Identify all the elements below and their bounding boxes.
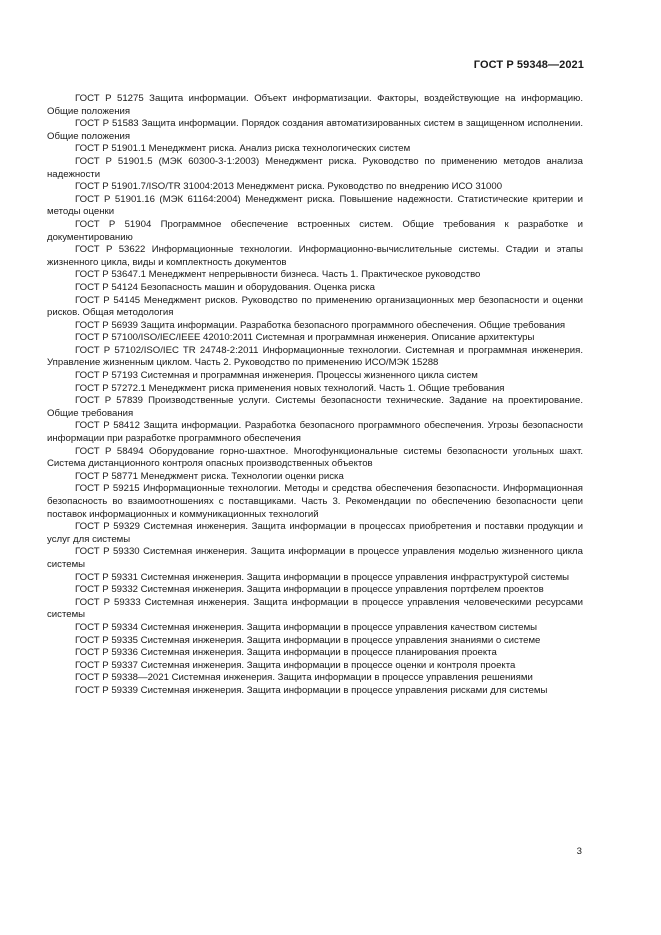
reference-entry: ГОСТ Р 59334 Системная инженерия. Защита информации в процессе управления качеством системы <box>75 621 538 633</box>
reference-entry: ГОСТ Р 59332 Системная инженерия. Защита информации в процессе управления портфелем проектов <box>75 584 544 596</box>
reference-entry: ГОСТ Р 51583 Защита информации. Порядок создания автоматизированных систем в защищенном исполнении. Общие положения <box>47 118 583 142</box>
reference-entry: ГОСТ Р 58412 Защита информации. Разработка безопасного программного обеспечения. Угрозы безопасности информации при разработке программного обеспечения <box>47 420 583 445</box>
reference-entry: ГОСТ Р 58494 Оборудование горно-шахтное. Многофункциональные системы безопасности угольных шахт. Система дистанционного контроля опасных производственных объектов <box>47 445 583 470</box>
reference-entry: ГОСТ Р 59336 Системная инженерия. Защита информации в процессе планирования проекта <box>75 647 497 659</box>
document-id-header: ГОСТ Р 59348—2021 <box>473 59 584 71</box>
reference-entry: ГОСТ Р 53622 Информационные технологии. Информационно-вычислительные системы. Стадии и этапы жизненного цикла, виды и комплектность документов <box>47 244 583 268</box>
reference-entry: ГОСТ Р 57100/ISO/IEC/IEEE 42010:2011 Системная и программная инженерия. Описание архитектуры <box>75 332 535 344</box>
reference-entry: ГОСТ Р 59333 Системная инженерия. Защита информации в процессе управления человеческими ресурсами системы <box>47 596 583 621</box>
reference-entry: ГОСТ Р 59330 Системная инженерия. Защита информации в процессе управления моделью жизненного цикла системы <box>47 546 583 570</box>
reference-entry: ГОСТ Р 59339 Системная инженерия. Защита информации в процессе управления рисками для системы <box>75 684 548 696</box>
normative-references-list <box>47 93 583 698</box>
reference-entry: ГОСТ Р 57839 Производственные услуги. Системы безопасности технические. Задание на проектирование. Общие требования <box>47 395 583 419</box>
reference-entry: ГОСТ Р 59215 Информационные технологии. Методы и средства обеспечения безопасности. Информационная безопасность во взаимоотношениях с поставщиками. Часть 3. Рекомендации по обеспечению безопасности цепи поставок информационных и коммуникационных технологий <box>47 483 583 520</box>
reference-entry: ГОСТ Р 57272.1 Менеджмент риска применения новых технологий. Часть 1. Общие требования <box>75 382 505 394</box>
reference-entry: ГОСТ Р 51901.1 Менеджмент риска. Анализ риска технологических систем <box>75 143 411 155</box>
reference-entry: ГОСТ Р 59335 Системная инженерия. Защита информации в процессе управления знаниями о системе <box>75 634 541 646</box>
page-number: 3 <box>576 846 582 857</box>
reference-entry: ГОСТ Р 56939 Защита информации. Разработка безопасного программного обеспечения. Общие требования <box>75 319 566 331</box>
reference-entry: ГОСТ Р 59329 Системная инженерия. Защита информации в процессах приобретения и поставки продукции и услуг для системы <box>47 521 583 545</box>
reference-entry: ГОСТ Р 51901.7/ISO/TR 31004:2013 Менеджмент риска. Руководство по внедрению ИСО 31000 <box>75 181 503 193</box>
reference-entry: ГОСТ Р 51901.16 (МЭК 61164:2004) Менеджмент риска. Повышение надежности. Статистические критерии и методы оценки <box>47 193 583 218</box>
reference-entry: ГОСТ Р 58771 Менеджмент риска. Технологии оценки риска <box>75 470 344 482</box>
reference-entry: ГОСТ Р 57193 Системная и программная инженерия. Процессы жизненного цикла систем <box>75 370 478 382</box>
reference-entry: ГОСТ Р 54145 Менеджмент рисков. Руководство по применению организационных мер безопасности и оценки рисков. Общая методология <box>47 294 583 319</box>
reference-entry: ГОСТ Р 51901.5 (МЭК 60300-3-1:2003) Менеджмент риска. Руководство по применению методов анализа надежности <box>47 155 583 180</box>
reference-entry: ГОСТ Р 57102/ISO/IEC TR 24748-2:2011 Информационные технологии. Системная и программная инженерия. Управление жизненным циклом. Часть 2. Руководство по применению ИСО/МЭК 15288 <box>47 344 583 369</box>
reference-entry: ГОСТ Р 59337 Системная инженерия. Защита информации в процессе оценки и контроля проекта <box>75 659 516 671</box>
reference-entry: ГОСТ Р 59338—2021 Системная инженерия. Защита информации в процессе управления решениями <box>75 672 533 684</box>
reference-entry: ГОСТ Р 54124 Безопасность машин и оборудования. Оценка риска <box>75 281 375 293</box>
reference-entry: ГОСТ Р 51275 Защита информации. Объект информатизации. Факторы, воздействующие на информацию. Общие положения <box>47 93 583 117</box>
reference-entry: ГОСТ Р 59331 Системная инженерия. Защита информации в процессе управления инфраструктурой системы <box>75 571 570 583</box>
reference-entry: ГОСТ Р 51904 Программное обеспечение встроенных систем. Общие требования к разработке и документированию <box>47 218 583 243</box>
reference-entry: ГОСТ Р 53647.1 Менеджмент непрерывности бизнеса. Часть 1. Практическое руководство <box>75 269 481 281</box>
